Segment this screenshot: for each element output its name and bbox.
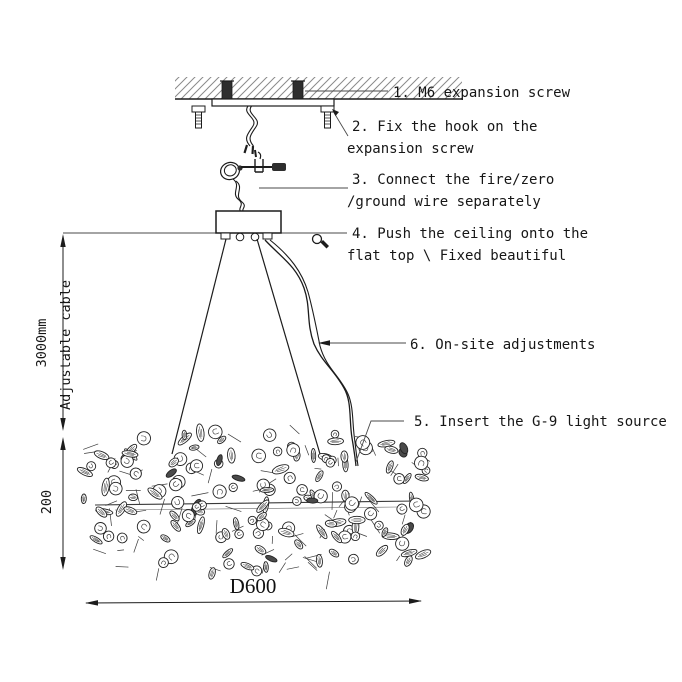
- ceiling-wire: [245, 106, 258, 154]
- cable-right: [257, 239, 320, 454]
- chandelier-body: [76, 422, 432, 589]
- expansion-screw-left: [222, 81, 232, 100]
- dim-adjustable-cable: Adjustable cable: [58, 279, 74, 411]
- hook-assembly: [218, 150, 286, 182]
- expansion-screw-right: [293, 81, 303, 100]
- hook-screw-left: [192, 106, 205, 128]
- canopy: [216, 211, 281, 241]
- annotation-step3-line2: /ground wire separately: [347, 194, 541, 210]
- annotation-texts: [347, 85, 667, 430]
- annotation-step2-line2: expansion screw: [347, 141, 474, 157]
- annotation-step2-line1: 2. Fix the hook on the: [352, 119, 538, 135]
- mounting-plate: [212, 99, 334, 106]
- dimension-suspension: [34, 234, 74, 431]
- dimension-body-height: [39, 437, 66, 570]
- hook-canopy-wire: [233, 179, 244, 212]
- annotation-step6: 6. On-site adjustments: [410, 337, 596, 353]
- hook-screws: [192, 106, 334, 128]
- dim-d600: D600: [229, 574, 277, 598]
- leaf-crystal-cluster: [76, 422, 432, 589]
- annotation-step4-line2: flat top \ Fixed beautiful: [347, 248, 567, 264]
- leader-step5: [356, 421, 404, 462]
- dimension-diameter: [85, 574, 422, 606]
- annotation-step3-line1: 3. Connect the fire/zero: [352, 172, 555, 188]
- dim-3000mm: 3000mm: [34, 318, 50, 368]
- hook-screw-right: [321, 106, 334, 128]
- canopy-connectors: [221, 233, 272, 241]
- electric-wire-1: [265, 240, 356, 466]
- cable-left: [172, 239, 226, 454]
- magnifier-icon: [313, 235, 330, 249]
- annotation-step5: 5. Insert the G-9 light source: [414, 414, 667, 430]
- annotation-step4-line1: 4. Push the ceiling onto the: [352, 226, 589, 242]
- annotation-step1: 1. M6 expansion screw: [393, 85, 571, 101]
- hook-grip: [272, 163, 286, 171]
- dim-200: 200: [39, 489, 55, 515]
